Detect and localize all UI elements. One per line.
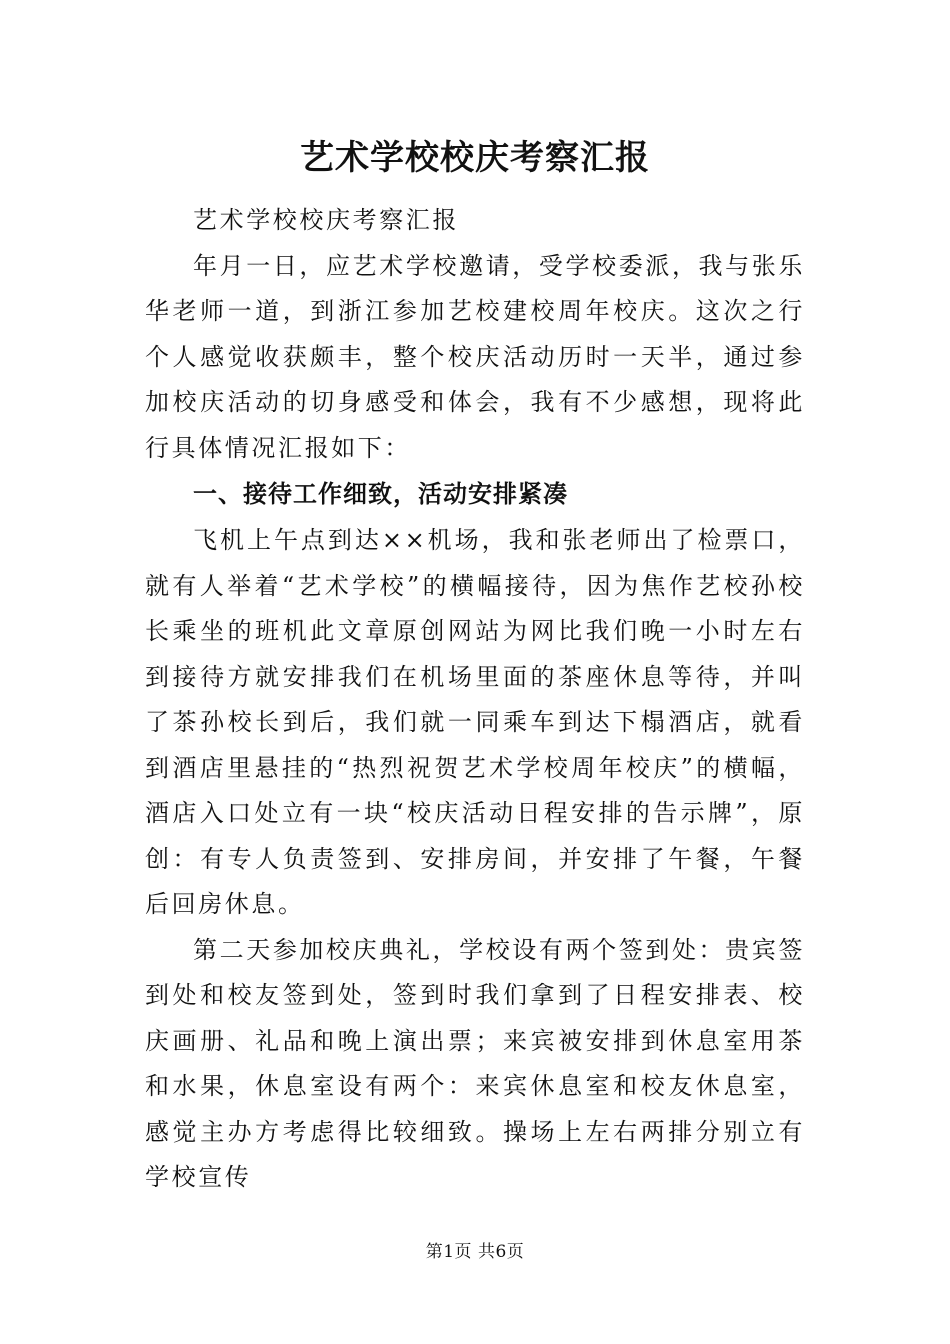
document-body (145, 198, 805, 1201)
paragraph-arrival: 飞机上午点到达××机场，我和张老师出了检票口，就有人举着“艺术学校”的横幅接待，因为焦作艺校孙校长乘坐的班机此文章原创网站为网比我们晚一小时左右到接待方就安排我们在机场里面的茶座休息等待，并叫了茶孙校长到后，我们就一同乘车到达下榻酒店，就看到酒店里悬挂的“热烈祝贺艺术学校周年校庆”的横幅，酒店入口处立有一块“校庆活动日程安排的告示牌”，原创：有专人负责签到、安排房间，并安排了午餐，午餐后回房休息。 (145, 526, 805, 918)
paragraph-ceremony: 第二天参加校庆典礼，学校设有两个签到处：贵宾签到处和校友签到处，签到时我们拿到了日程安排表、校庆画册、礼品和晚上演出票；来宾被安排到休息室用茶和水果，休息室设有两个：来宾休息室和校友休息室，感觉主办方考虑得比较细致。操场上左右两排分别立有学校宣传 (145, 935, 805, 1191)
paragraph-intro: 年月一日，应艺术学校邀请，受学校委派，我与张乐华老师一道，到浙江参加艺校建校周年校庆。这次之行个人感觉收获颇丰，整个校庆活动历时一天半，通过参加校庆活动的切身感受和体会，我有不少感想，现将此行具体情况汇报如下： (145, 251, 805, 462)
section-heading: 一、接待工作细致，活动安排紧凑 (193, 480, 568, 508)
document-title: 艺术学校校庆考察汇报 (300, 138, 650, 178)
paragraph-subtitle: 艺术学校校庆考察汇报 (193, 206, 459, 234)
page-number-footer: 第1页 共6页 (425, 1242, 525, 1262)
